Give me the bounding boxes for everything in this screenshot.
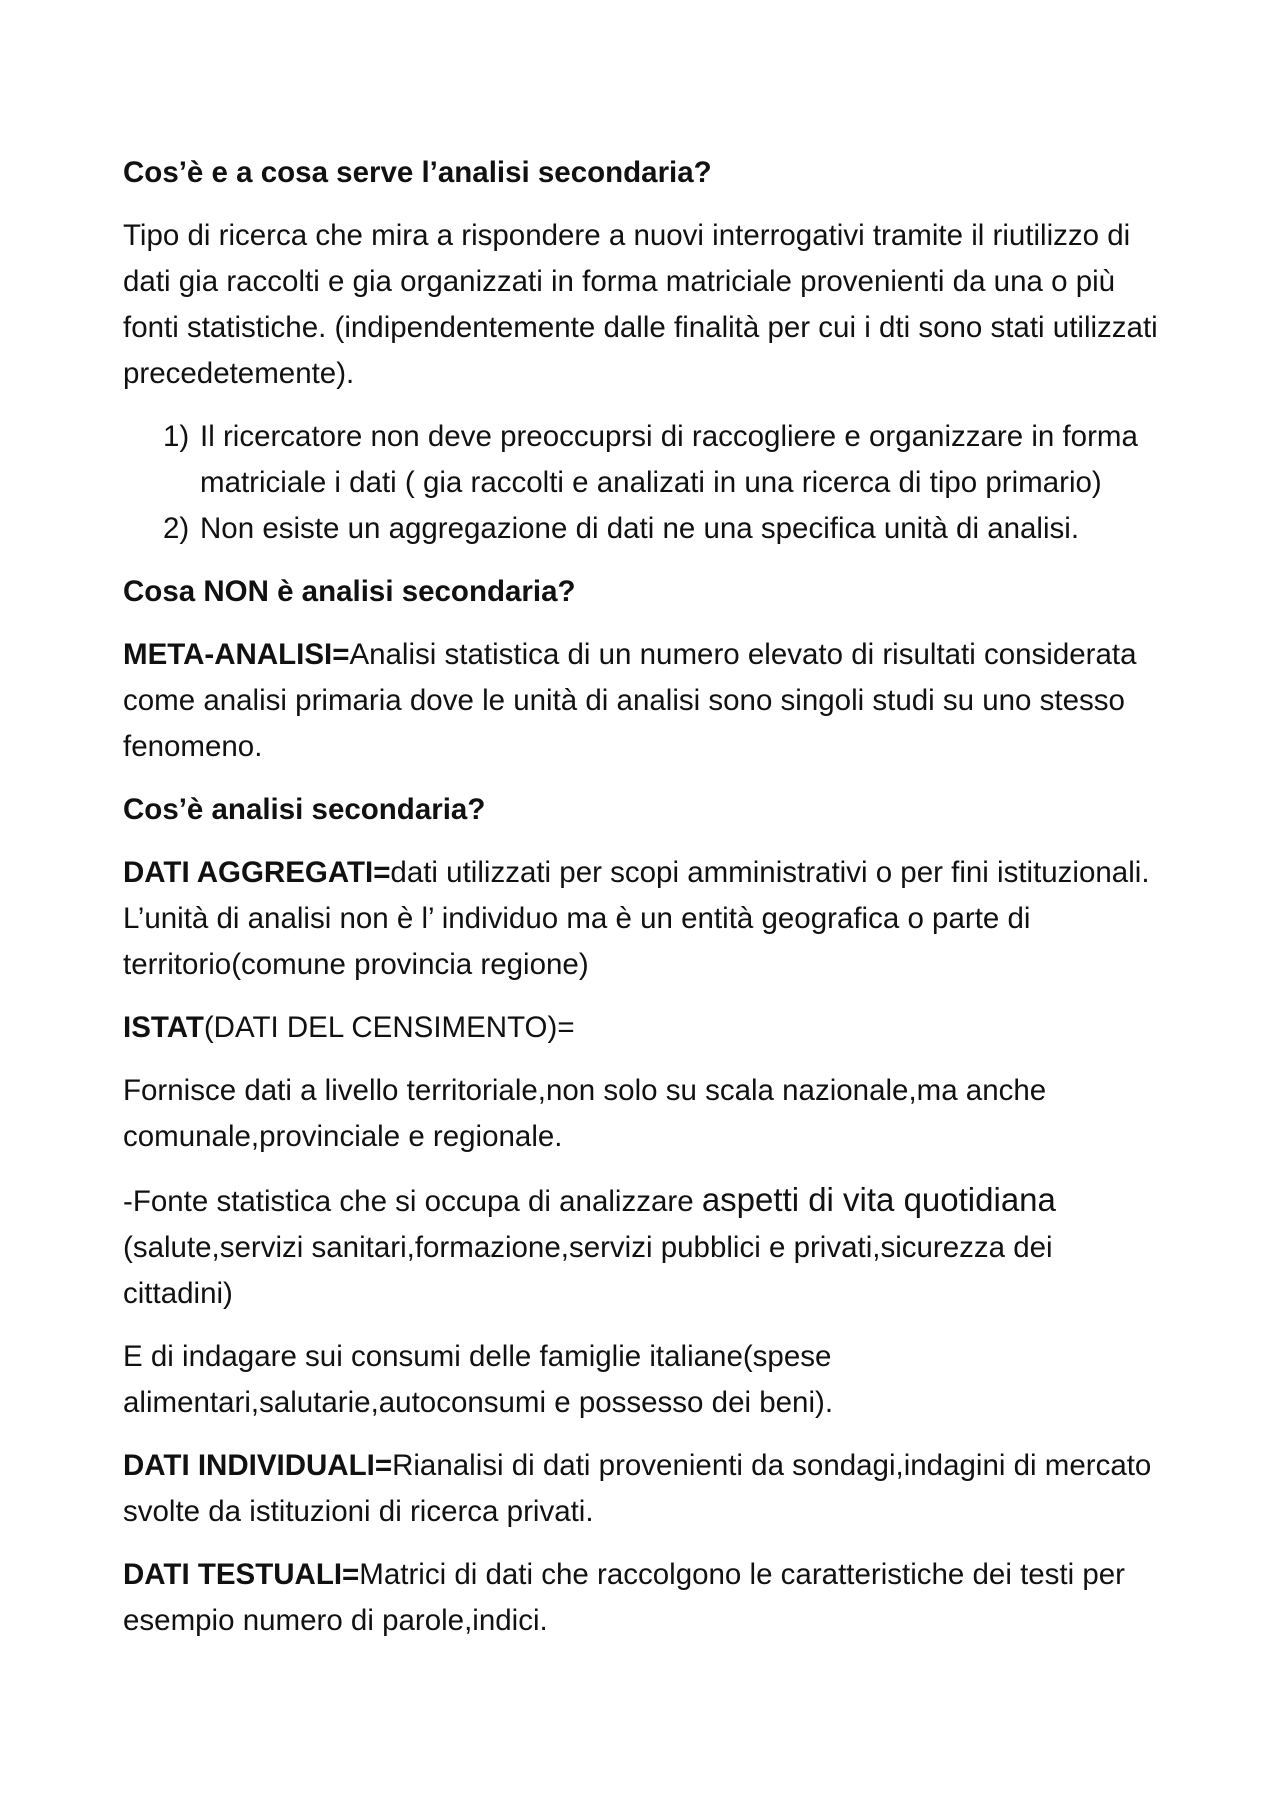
heading-cose-analisi-secondaria: Cos’è e a cosa serve l’analisi secondaria?: [123, 156, 712, 189]
dati-individuali-text: Rianalisi di dati provenienti da sondagi,indagini di mercato svolte da istituzioni di ricerca privati.: [123, 1449, 1152, 1528]
term-dati-individuali: DATI INDIVIDUALI=: [123, 1449, 393, 1482]
dati-aggregati-text: dati utilizzati per scopi amministrativi o per fini istituzionali. L’unità di analisi non è l’ individuo ma è un entità geografica o parte di territorio(comune provincia regione): [123, 856, 1150, 981]
term-istat: ISTAT: [123, 1011, 204, 1044]
list-item-number: 2): [163, 512, 190, 545]
fonte-text-emphasis: aspetti di vita quotidiana: [701, 1181, 1056, 1218]
document-page: [123, 150, 1163, 1661]
fonte-text-end: (salute,servizi sanitari,formazione,servizi pubblici e privati,sicurezza dei cittadini): [123, 1231, 1053, 1310]
numbered-list: [123, 414, 1163, 552]
list-item-number: 1): [163, 420, 190, 453]
paragraph-istat: [123, 1005, 1163, 1051]
fonte-text-start: -Fonte statistica che si occupa di analizzare: [123, 1185, 702, 1218]
paragraph-fonte-statistica: [123, 1177, 1163, 1317]
paragraph-dati-individuali: [123, 1443, 1163, 1535]
paragraph-dati-testuali: [123, 1552, 1163, 1644]
list-item-text: Non esiste un aggregazione di dati ne una specifica unità di analisi.: [200, 512, 1080, 545]
paragraph-meta-analisi: [123, 632, 1163, 770]
paragraph-dati-aggregati: [123, 850, 1163, 988]
term-dati-testuali: DATI TESTUALI=: [123, 1558, 360, 1591]
heading-cose-analisi: Cos’è analisi secondaria?: [123, 793, 486, 826]
list-item: [123, 506, 1163, 552]
meta-analisi-text: Analisi statistica di un numero elevato di risultati considerata come analisi primaria dove le unità di analisi sono singoli studi su uno stesso fenomeno.: [123, 638, 1137, 763]
list-item: [123, 414, 1163, 506]
list-item-text: Il ricercatore non deve preoccuprsi di raccogliere e organizzare in forma matriciale i dati ( gia raccolti e analizati in una ricerca di tipo primario): [200, 420, 1138, 499]
term-dati-aggregati: DATI AGGREGATI=: [123, 856, 391, 889]
paragraph-fornisce: Fornisce dati a livello territoriale,non solo su scala nazionale,ma anche comunale,provinciale e regionale.: [123, 1074, 1047, 1153]
paragraph-consumi: E di indagare sui consumi delle famiglie italiane(spese alimentari,salutarie,autoconsumi e possesso dei beni).: [123, 1340, 834, 1419]
istat-text: (DATI DEL CENSIMENTO)=: [203, 1011, 575, 1044]
heading-cosa-non-e: Cosa NON è analisi secondaria?: [123, 575, 576, 608]
term-meta-analisi: META-ANALISI=: [123, 638, 350, 671]
paragraph-definition: Tipo di ricerca che mira a rispondere a nuovi interrogativi tramite il riutilizzo di dati gia raccolti e gia organizzati in forma matriciale provenienti da una o più fonti statistiche. (indipendentemente dalle finalità per cui i dti sono stati utilizzati precedetemente).: [123, 219, 1158, 390]
dati-testuali-text: Matrici di dati che raccolgono le caratteristiche dei testi per esempio numero di parole,indici.: [123, 1558, 1125, 1637]
